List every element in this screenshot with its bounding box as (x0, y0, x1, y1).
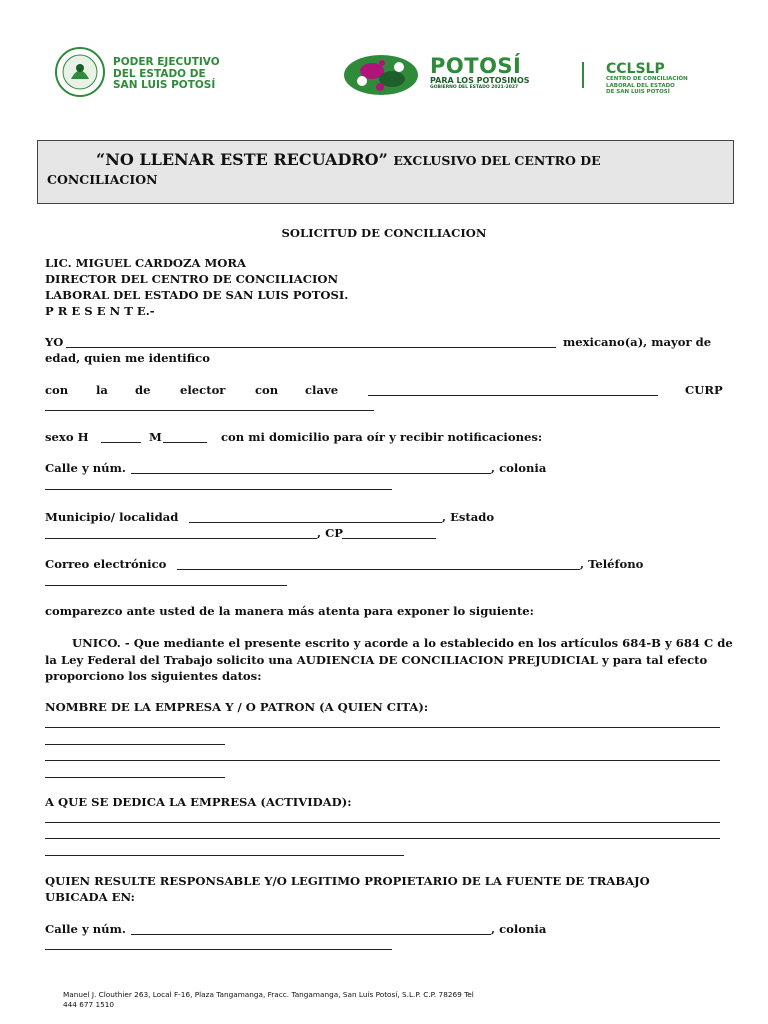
cclslp-title: CCLSLP (606, 61, 665, 77)
state-seal-logo (53, 46, 108, 98)
presente: P R E S E N T E.- (45, 304, 155, 318)
footer-address (63, 990, 474, 1009)
telefono-field-line[interactable] (45, 585, 287, 586)
cp-label: , CP (317, 526, 344, 540)
potosi-title: POTOSÍ (430, 54, 522, 78)
elector-word-con: con (45, 383, 69, 397)
responsable-line-1: QUIEN RESULTE RESPONSABLE Y/O LEGITIMO PROPIETARIO DE LA FUENTE DE TRABAJO (45, 874, 650, 888)
elector-word-elector: elector (180, 383, 226, 397)
potosi-emblem-logo (342, 53, 420, 97)
cclslp-sub-2: LABORAL DEL ESTADO (606, 82, 675, 89)
elector-word-de: de (135, 383, 151, 397)
calle-2-label: Calle y núm. (45, 922, 126, 936)
elector-key-field-line[interactable] (368, 395, 658, 396)
elector-word-la: la (96, 383, 108, 397)
poder-line-1: PODER EJECUTIVO (113, 56, 220, 68)
footer-line-2: 444 677 1510 (63, 999, 115, 1009)
curp-label: CURP (685, 383, 723, 397)
municipio-label: Municipio/ localidad (45, 510, 179, 524)
municipio-field-line[interactable] (189, 522, 442, 523)
telefono-label: , Teléfono (580, 557, 644, 571)
potosi-gov-years: GOBIERNO DEL ESTADO 2021-2027 (430, 85, 519, 90)
calle-2-field-line[interactable] (131, 934, 491, 935)
yo-label: YO (45, 335, 64, 349)
elector-word-clave: clave (305, 383, 339, 397)
mexicano-text: mexicano(a), mayor de (563, 335, 712, 349)
form-title: SOLICITUD DE CONCILIACION (281, 226, 487, 240)
sexo-h-field-line[interactable] (101, 442, 141, 443)
calle-label: Calle y núm. (45, 461, 126, 475)
calle-field-line[interactable] (131, 473, 491, 474)
cclslp-sub-1: CENTRO DE CONCILIACIÓN (606, 76, 688, 82)
notice-quote: “NO LLENAR ESTE RECUADRO” (96, 150, 388, 169)
footer-line-1: Manuel J. Clouthier 263, Local F-16, Plaza Tangamanga, Fracc. Tangamanga, San Luis Potosí, S.L.P. C.P. 78269 Tel (63, 990, 474, 999)
recipient-title: DIRECTOR DEL CENTRO DE CONCILIACION (45, 272, 339, 286)
correo-label: Correo electrónico (45, 557, 167, 571)
actividad-label: A QUE SE DEDICA LA EMPRESA (ACTIVIDAD): (45, 795, 352, 809)
actividad-field-line-2[interactable] (45, 838, 720, 839)
office-use-box (37, 140, 734, 204)
poder-ejecutivo-text (113, 57, 220, 92)
edad-text: edad, quien me identifico (45, 351, 210, 365)
sexo-m-label: M (149, 430, 162, 444)
estado-field-line[interactable] (45, 538, 317, 539)
actividad-field-line-1[interactable] (45, 822, 720, 823)
cclslp-sub-3: DE SAN LUIS POTOSÍ (606, 89, 670, 95)
sexo-m-field-line[interactable] (163, 442, 207, 443)
notice-rest: EXCLUSIVO DEL CENTRO DE (393, 153, 601, 168)
empresa-field-line-1[interactable] (45, 727, 720, 728)
notice-line-2: CONCILIACION (47, 172, 158, 187)
correo-field-line[interactable] (177, 569, 580, 570)
logo-divider (582, 62, 584, 88)
poder-line-2: DEL ESTADO DE (113, 67, 206, 80)
unico-line-2: la Ley Federal del Trabajo solicito una AUDIENCIA DE CONCILIACION PREJUDICIAL y para tal efecto (45, 653, 708, 667)
potosi-subtitle: PARA LOS POTOSINOS (430, 76, 530, 85)
recipient-name: LIC. MIGUEL CARDOZA MORA (45, 256, 247, 270)
cp-field-line[interactable] (342, 538, 436, 539)
actividad-field-line-3[interactable] (45, 855, 404, 856)
elector-word-con2: con (255, 383, 279, 397)
domicilio-text: con mi domicilio para oír y recibir notificaciones: (221, 430, 543, 444)
colonia-field-line[interactable] (45, 489, 392, 490)
cclslp-logo (606, 62, 688, 96)
estado-label: , Estado (442, 510, 495, 524)
comparezco-text: comparezco ante usted de la manera más atenta para exponer lo siguiente: (45, 604, 534, 618)
empresa-field-line-2[interactable] (45, 744, 225, 745)
empresa-field-line-3[interactable] (45, 760, 720, 761)
unico-line-1: UNICO. - Que mediante el presente escrito y acorde a lo establecido en los artículos 684-B y 684 C de (72, 636, 733, 650)
colonia-label: , colonia (491, 461, 547, 475)
potosi-wordmark (430, 56, 530, 91)
empresa-label: NOMBRE DE LA EMPRESA Y / O PATRON (A QUIEN CITA): (45, 700, 429, 714)
poder-line-3: SAN LUIS POTOSÍ (113, 79, 216, 91)
recipient-institution: LABORAL DEL ESTADO DE SAN LUIS POTOSI. (45, 288, 349, 302)
unico-line-3: proporciono los siguientes datos: (45, 669, 262, 683)
curp-field-line[interactable] (45, 410, 374, 411)
colonia-2-field-line[interactable] (45, 949, 392, 950)
empresa-field-line-4[interactable] (45, 777, 225, 778)
colonia-2-label: , colonia (491, 922, 547, 936)
sexo-h-label: sexo H (45, 430, 89, 444)
notice-line-1 (96, 150, 601, 169)
name-field-line[interactable] (66, 347, 556, 348)
responsable-line-2: UBICADA EN: (45, 890, 135, 904)
